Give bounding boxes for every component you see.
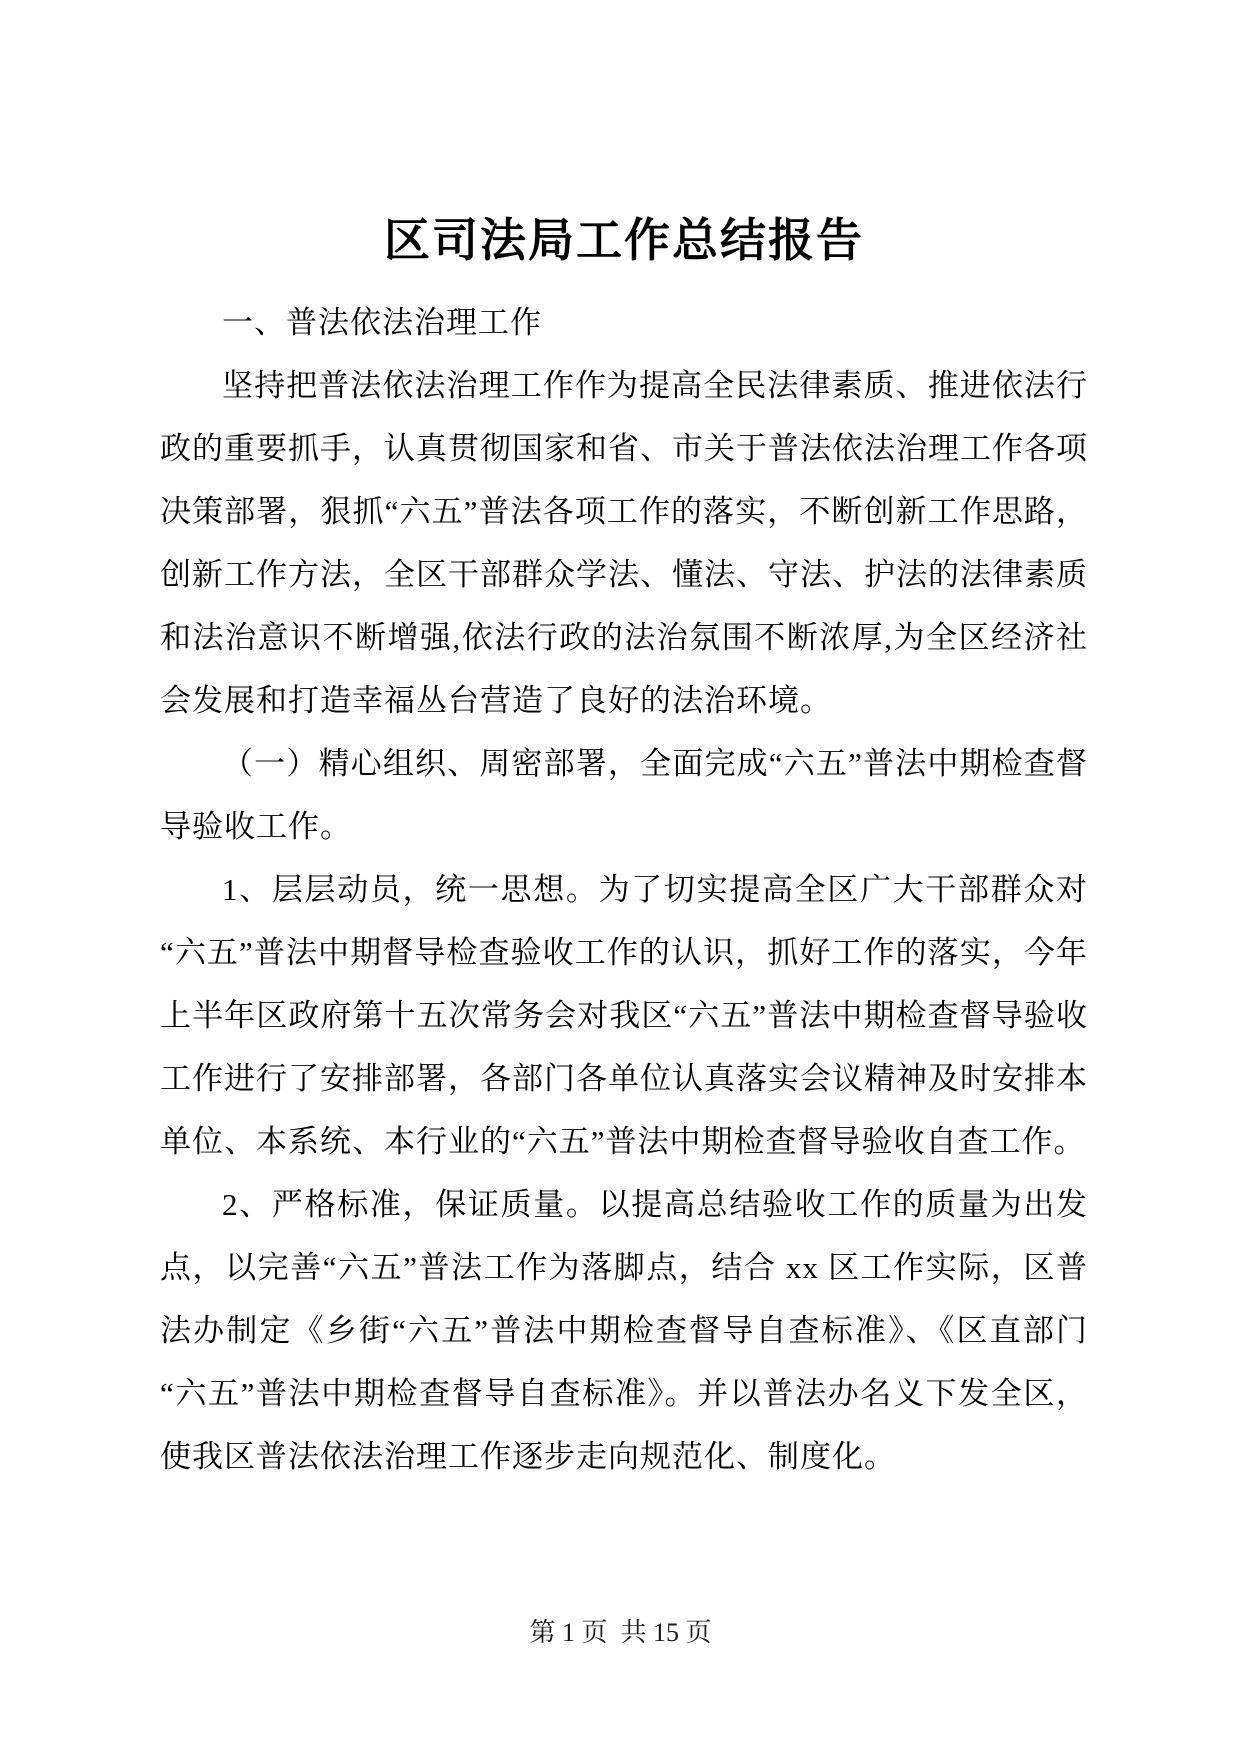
document-body [160, 291, 1088, 1488]
subsection-heading: （一）精心组织、周密部署，全面完成“六五”普法中期检查督导验收工作。 [160, 746, 1088, 844]
body-paragraph: 2、严格标准，保证质量。以提高总结验收工作的质量为出发点，以完善“六五”普法工作为落脚点，结合 xx 区工作实际，区普法办制定《乡街“六五”普法中期检查督导自查标准》、《区直部门“六五”普法中期检查督导自查标准》。并以普法办名义下发全区，使我区普法依法治理工作逐步走向规范化、制度化。 [160, 1187, 1088, 1474]
page-number-footer: 第 1 页 共 15 页 [529, 1618, 712, 1647]
document-title: 区司法局工作总结报告 [384, 215, 864, 266]
body-paragraph: 坚持把普法依法治理工作作为提高全民法律素质、推进依法行政的重要抓手，认真贯彻国家和省、市关于普法依法治理工作各项决策部署，狠抓“六五”普法各项工作的落实，不断创新工作思路，创新工作方法，全区干部群众学法、懂法、守法、护法的法律素质和法治意识不断增强,依法行政的法治氛围不断浓厚,为全区经济社会发展和打造幸福丛台营造了良好的法治环境。 [160, 368, 1088, 718]
body-paragraph: 1、层层动员，统一思想。为了切实提高全区广大干部群众对“六五”普法中期督导检查验收工作的认识，抓好工作的落实，今年上半年区政府第十五次常务会对我区“六五”普法中期检查督导验收工作进行了安排部署，各部门各单位认真落实会议精神及时安排本单位、本系统、本行业的“六五”普法中期检查督导验收自查工作。 [160, 872, 1088, 1159]
section-heading: 一、普法依法治理工作 [222, 305, 542, 340]
